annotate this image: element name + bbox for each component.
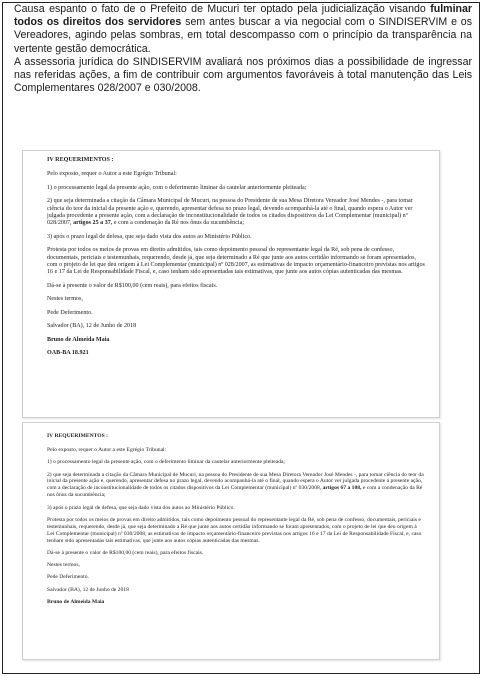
document-excerpt-2 <box>22 422 440 660</box>
doc2-local: Salvador (BA), 12 de Junho de 2018 <box>47 586 129 593</box>
intro-p1-part-a: Causa espanto o fato de o Prefeito de Mucuri ter optado pela judicialização visando <box>14 3 431 15</box>
doc2-nestes: Nestes termos, <box>47 562 80 569</box>
doc1-item-2-a: 2) que seja determinada a citação da Câmara Municipal de Mucuri, na pessoa do Presidente de sua Mesa Diretora Vereador José Mendes -, para tomar ciência do teor da inicial da presente ação e, querendo, apresentar defesa no prazo legal, devendo acompanhá-la até o final, quando espera o Autor ver julgada procedente a presente ação, com a declaração de inconstitucionalidade de todos os citados dispositivos da Lei Complementar (municipal) nº 028/2007, <box>47 198 413 227</box>
doc2-signature-name: Bruno de Almeida Maia <box>47 599 105 606</box>
doc1-item-2 <box>47 198 425 228</box>
doc2-item-1: 1) o processamento legal da presente ação, com o deferimento liminar da cautelar anteriormente pleiteada; <box>47 459 286 466</box>
doc1-signature-name: Bruno de Almeida Maia <box>47 336 110 343</box>
doc2-protesta: Protesta por todos os meios de provas em direito admitidos, tais como depoimento pessoal do representante legal da Ré, sob pena de confesso, documentais, periciais e testemunhais, requerendo, desde já, que seja determinado a Ré que junte aos autos certidão informando se foram apresentados, com o projeto de lei que deu origem à Lei Complementar (municipal) nº 030/2008, as estimativas de impacto orçamentário-financeiro previstas nos artigos 16 e 17 da Lei de Responsabilidade Fiscal, e, caso tenham sido apresentadas tais estimativas, que junte aos autos cópias autenticadas das mesmas. <box>47 516 422 544</box>
doc1-local: Salvador (BA), 12 de Junho de 2018 <box>47 323 137 330</box>
doc1-pede: Pede Deferimento. <box>47 309 93 316</box>
doc2-intro-line: Pelo exposto, requer o Autor a este Egrégio Tribunal: <box>47 446 167 453</box>
intro-text <box>14 3 472 95</box>
document-excerpt-1 <box>22 150 440 418</box>
doc2-item-2-bold: artigos 67 a 108, <box>322 485 362 492</box>
intro-p1-bold: fulminar todos os direitos dos servidores <box>14 3 472 29</box>
doc1-heading: IV REQUERIMENTOS : <box>47 157 114 163</box>
doc1-intro-line: Pelo exposto, requer o Autor a este Egrégio Tribunal: <box>47 171 177 178</box>
doc2-item-2-a: 2) que seja determinada a citação da Câmara Municipal de Mucuri, na pessoa do Presidente de sua Mesa Diretora Vereador José Mendes -, para tomar ciência do teor da inicial da presente ação e, querendo, apresentar defesa no prazo legal, devendo acompanhá-la até o final, quando espera o Autor ver julgada procedente a presente ação, com a declaração de inconstitucionalidade de todos os citados dispositivos da Lei Complementar (municipal) nº 030/2008, <box>47 471 424 492</box>
doc1-oab: OAB-BA 18.921 <box>47 349 89 356</box>
doc1-item-2-bold: artigos 25 a 37, <box>73 220 113 227</box>
doc2-item-2-c: e com a condenação da Ré nos ônus da sucumbência; <box>47 485 423 499</box>
doc1-valor: Dá-se à presente o valor de R$100,00 (cem reais), para efeitos fiscais. <box>47 282 218 289</box>
doc2-heading: IV REQUERIMENTOS : <box>47 433 109 439</box>
intro-paragraph-1 <box>14 3 472 56</box>
intro-p1-part-c: sem antes buscar a via negocial com o SINDISERVIM e os Vereadores, agindo pelas sombras, em total descompasso com o princípio da transparência na vertente gestão democrática. <box>14 16 473 55</box>
doc1-protesta: Protesta por todos os meios de provas em direito admitidos, tais como depoimento pessoal do representante legal da Ré, sob pena de confesso, documentais, periciais e testemunhais, requerendo, desde já, que seja determinado a Ré que junte aos autos certidão informando se foram apresentados, com o projeto de lei que deu origem à Lei Complementar (municipal) nº 028/2007, as estimativas de impacto orçamentário-financeiro previstas nos artigos 16 e 17 da Lei de Responsabilidade Fiscal, e, caso tenham sido apresentadas tais estimativas, que junte aos autos cópias autenticadas das mesmas. <box>47 247 425 276</box>
doc2-pede: Pede Deferimento. <box>47 574 89 581</box>
doc1-item-1: 1) o processamento legal da presente ação, com o deferimento liminar da cautelar anteriormente pleiteada; <box>47 184 307 191</box>
doc2-item-3: 3) após o prazo legal de defesa, que seja dado vista dos autos ao Ministério Público. <box>47 504 235 511</box>
doc2-valor: Dá-se à presente o valor de R$100,00 (cem reais), para efeitos fiscais. <box>47 549 204 556</box>
doc2-item-2 <box>47 472 425 500</box>
doc1-item-3: 3) após o prazo legal de defesa, que seja dado vista dos autos ao Ministério Público. <box>47 233 252 240</box>
doc1-nestes: Nestes termos, <box>47 296 83 303</box>
doc1-item-2-c: e com a condenação da Ré nos ônus da sucumbência; <box>112 220 245 227</box>
intro-paragraph-2: A assessoria jurídica do SINDISERVIM avaliará nos próximos dias a possibilidade de ingressar nas referidas ações, a fim de contribuir com argumentos favoráveis à total manutenção das Leis Complementares 028/2007 e 030/2008. <box>14 55 472 95</box>
